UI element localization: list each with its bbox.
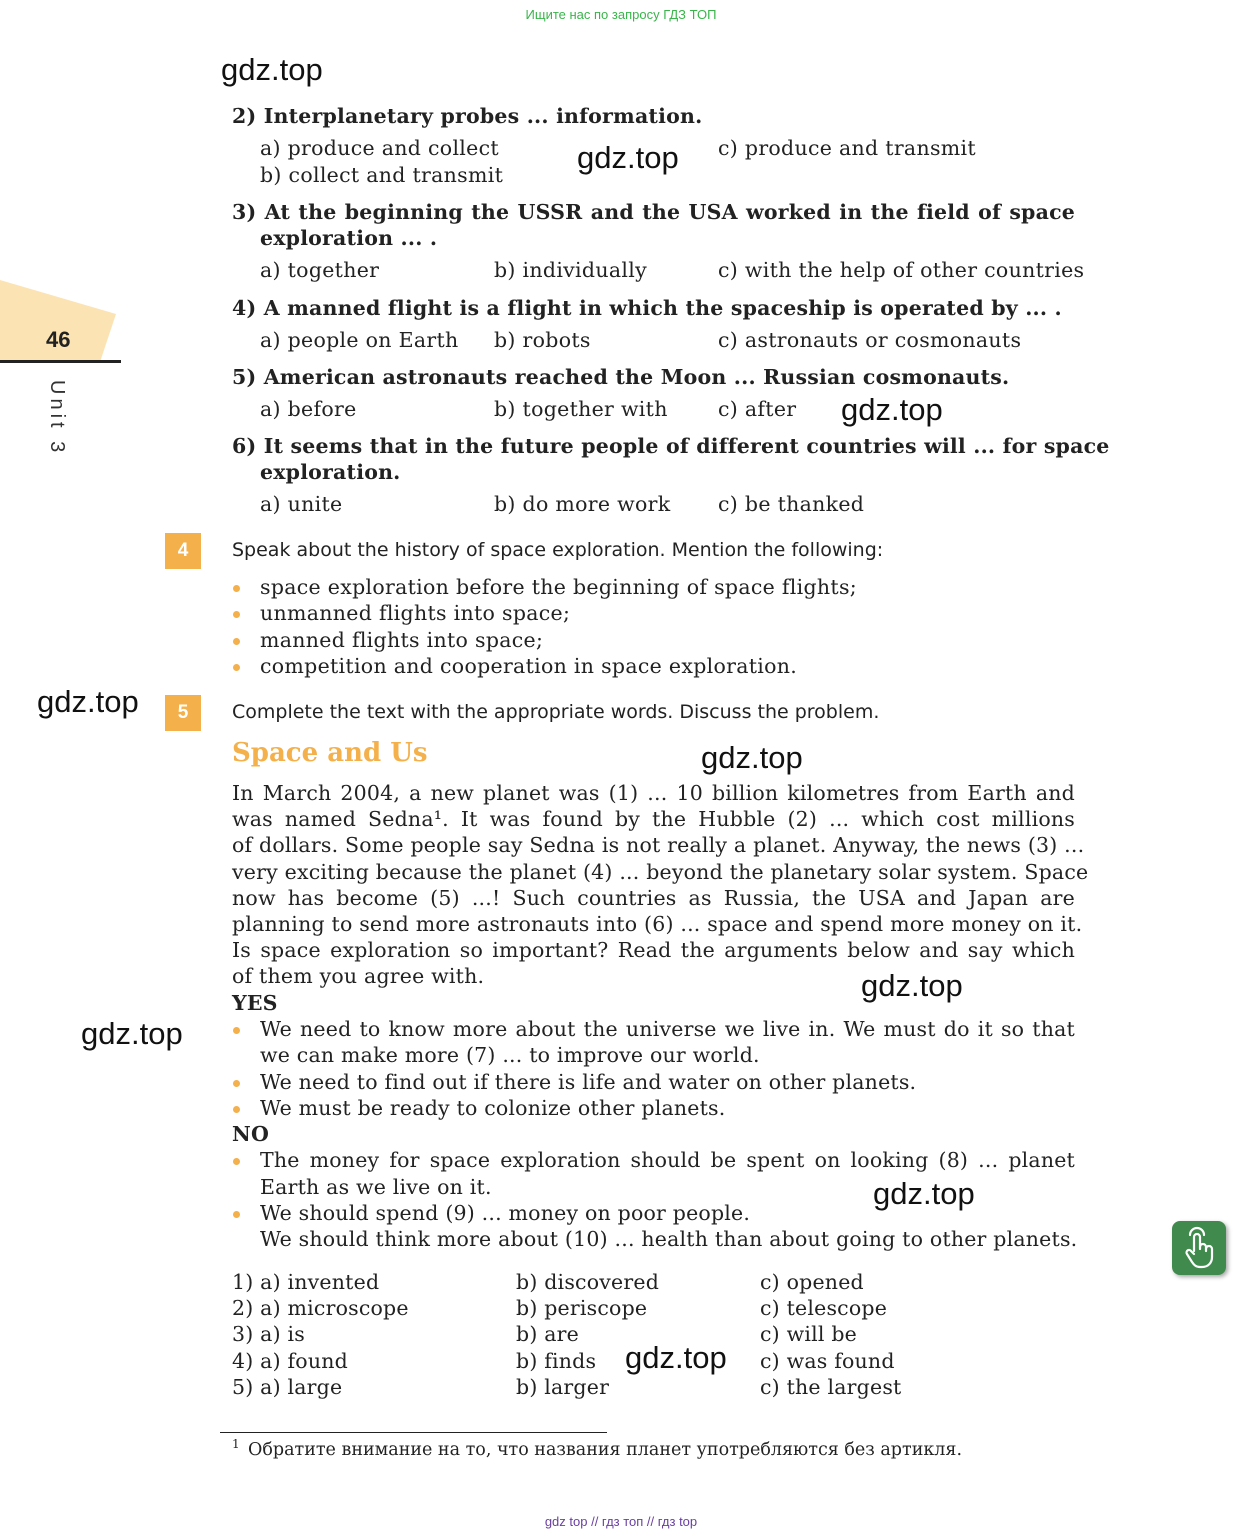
footnote-rule — [220, 1432, 607, 1433]
question-2: 2) Interplanetary probes ... information. — [232, 104, 703, 128]
answer-option: b) periscope — [516, 1296, 648, 1320]
page-number-rule — [0, 360, 121, 363]
option: c) with the help of other countries — [718, 258, 1085, 282]
yes-argument: We must be ready to colonize other planets. — [260, 1096, 726, 1120]
bullet-dot — [233, 585, 240, 592]
option: b) together with — [494, 397, 668, 421]
answer-option: c) telescope — [760, 1296, 888, 1320]
task-5-instruction: Complete the text with the appropriate words. Discuss the problem. — [232, 701, 880, 723]
option: a) before — [260, 397, 357, 421]
yes-label: YES — [232, 991, 278, 1015]
answer-option: 3) a) is — [232, 1322, 305, 1346]
text-line: Is space exploration so important? Read the arguments below and say which — [232, 938, 1075, 962]
task-4-badge: 4 — [165, 533, 201, 569]
option: c) be thanked — [718, 492, 865, 516]
answer-option: 1) a) invented — [232, 1270, 380, 1294]
yes-argument-continued: we can make more (7) ... to improve our world. — [260, 1043, 760, 1067]
question-6-continued: exploration. — [260, 460, 401, 484]
no-argument: We should spend (9) ... money on poor people. — [260, 1201, 751, 1225]
option: a) together — [260, 258, 380, 282]
option: b) do more work — [494, 492, 671, 516]
task-5-badge: 5 — [165, 695, 201, 731]
page-number: 46 — [46, 327, 71, 352]
no-argument-continued: We should think more about (10) ... health than about going to other planets. — [260, 1227, 1078, 1251]
bullet-dot — [233, 1106, 240, 1113]
watermark: gdz.top — [701, 740, 803, 775]
section-title: Space and Us — [232, 738, 428, 768]
answer-option: 4) a) found — [232, 1349, 348, 1373]
task-4-instruction: Speak about the history of space exploration. Mention the following: — [232, 539, 884, 561]
task-4-bullet: space exploration before the beginning of space flights; — [260, 575, 857, 599]
bullet-dot — [233, 1027, 240, 1034]
option: c) produce and transmit — [718, 136, 976, 160]
option: b) individually — [494, 258, 647, 282]
option: b) robots — [494, 328, 591, 352]
text-line: of dollars. Some people say Sedna is not really a planet. Anyway, the news (3) ... — [232, 833, 1085, 857]
watermark: gdz.top — [81, 1016, 183, 1051]
bullet-dot — [233, 638, 240, 645]
answer-option: c) was found — [760, 1349, 895, 1373]
touch-button[interactable] — [1172, 1221, 1226, 1275]
yes-argument: We need to know more about the universe we live in. We must do it so that — [260, 1017, 1075, 1041]
task-4-bullet: competition and cooperation in space exploration. — [260, 654, 798, 678]
watermark: gdz.top — [625, 1340, 727, 1375]
watermark: gdz.top — [577, 140, 679, 175]
top-banner[interactable]: Ищите нас по запросу ГДЗ ТОП — [525, 7, 717, 22]
footnote-marker: 1 — [232, 1437, 240, 1451]
question-6: 6) It seems that in the future people of different countries will ... for space — [232, 434, 1110, 458]
bullet-dot — [233, 1080, 240, 1087]
touch-hand-icon — [1172, 1221, 1226, 1275]
text-line: very exciting because the planet (4) ... beyond the planetary solar system. Space — [232, 860, 1089, 884]
no-argument: The money for space exploration should be spent on looking (8) ... planet — [260, 1148, 1075, 1172]
task-4-bullet: manned flights into space; — [260, 628, 544, 652]
answer-option: c) will be — [760, 1322, 857, 1346]
text-line: now has become (5) ...! Such countries as Russia, the USA and Japan are — [232, 886, 1075, 910]
bullet-dot — [233, 1158, 240, 1165]
option: c) after — [718, 397, 797, 421]
text-line: was named Sedna¹. It was found by the Hubble (2) ... which cost millions — [232, 807, 1075, 831]
unit-label-text: Unit 3 — [46, 380, 68, 457]
question-3: 3) At the beginning the USSR and the USA worked in the field of space — [232, 200, 1075, 224]
answer-option: b) discovered — [516, 1270, 660, 1294]
task-4-bullet: unmanned flights into space; — [260, 601, 571, 625]
no-label: NO — [232, 1122, 269, 1146]
footnote-text: Обратите внимание на то, что названия планет употребляются без артикля. — [248, 1440, 963, 1460]
question-4: 4) A manned flight is a flight in which the spaceship is operated by ... . — [232, 296, 1062, 320]
watermark: gdz.top — [37, 684, 139, 719]
no-argument-continued: Earth as we live on it. — [260, 1175, 492, 1199]
bullet-dot — [233, 1211, 240, 1218]
text-line: planning to send more astronauts into (6) ... space and spend more money on it. — [232, 912, 1083, 936]
option: c) astronauts or cosmonauts — [718, 328, 1022, 352]
text-line: In March 2004, a new planet was (1) ... 10 billion kilometres from Earth and — [232, 781, 1075, 805]
option: a) produce and collect — [260, 136, 499, 160]
option: a) people on Earth — [260, 328, 459, 352]
option: a) unite — [260, 492, 343, 516]
question-3-continued: exploration ... . — [260, 226, 438, 250]
answer-option: 5) a) large — [232, 1375, 343, 1399]
unit-label — [34, 380, 78, 480]
watermark: gdz.top — [841, 392, 943, 427]
bullet-dot — [233, 611, 240, 618]
answer-option: c) the largest — [760, 1375, 902, 1399]
question-5: 5) American astronauts reached the Moon ... Russian cosmonauts. — [232, 365, 1010, 389]
watermark: gdz.top — [221, 52, 323, 87]
answer-option: b) finds — [516, 1349, 597, 1373]
bullet-dot — [233, 664, 240, 671]
watermark: gdz.top — [861, 968, 963, 1003]
watermark: gdz.top — [873, 1176, 975, 1211]
bottom-links[interactable]: gdz top // гдз топ // гдз top — [544, 1514, 698, 1529]
answer-option: 2) a) microscope — [232, 1296, 409, 1320]
answer-option: b) are — [516, 1322, 579, 1346]
yes-argument: We need to find out if there is life and water on other planets. — [260, 1070, 917, 1094]
answer-option: c) opened — [760, 1270, 864, 1294]
answer-option: b) larger — [516, 1375, 610, 1399]
option: b) collect and transmit — [260, 163, 504, 187]
text-line: of them you agree with. — [232, 964, 485, 988]
